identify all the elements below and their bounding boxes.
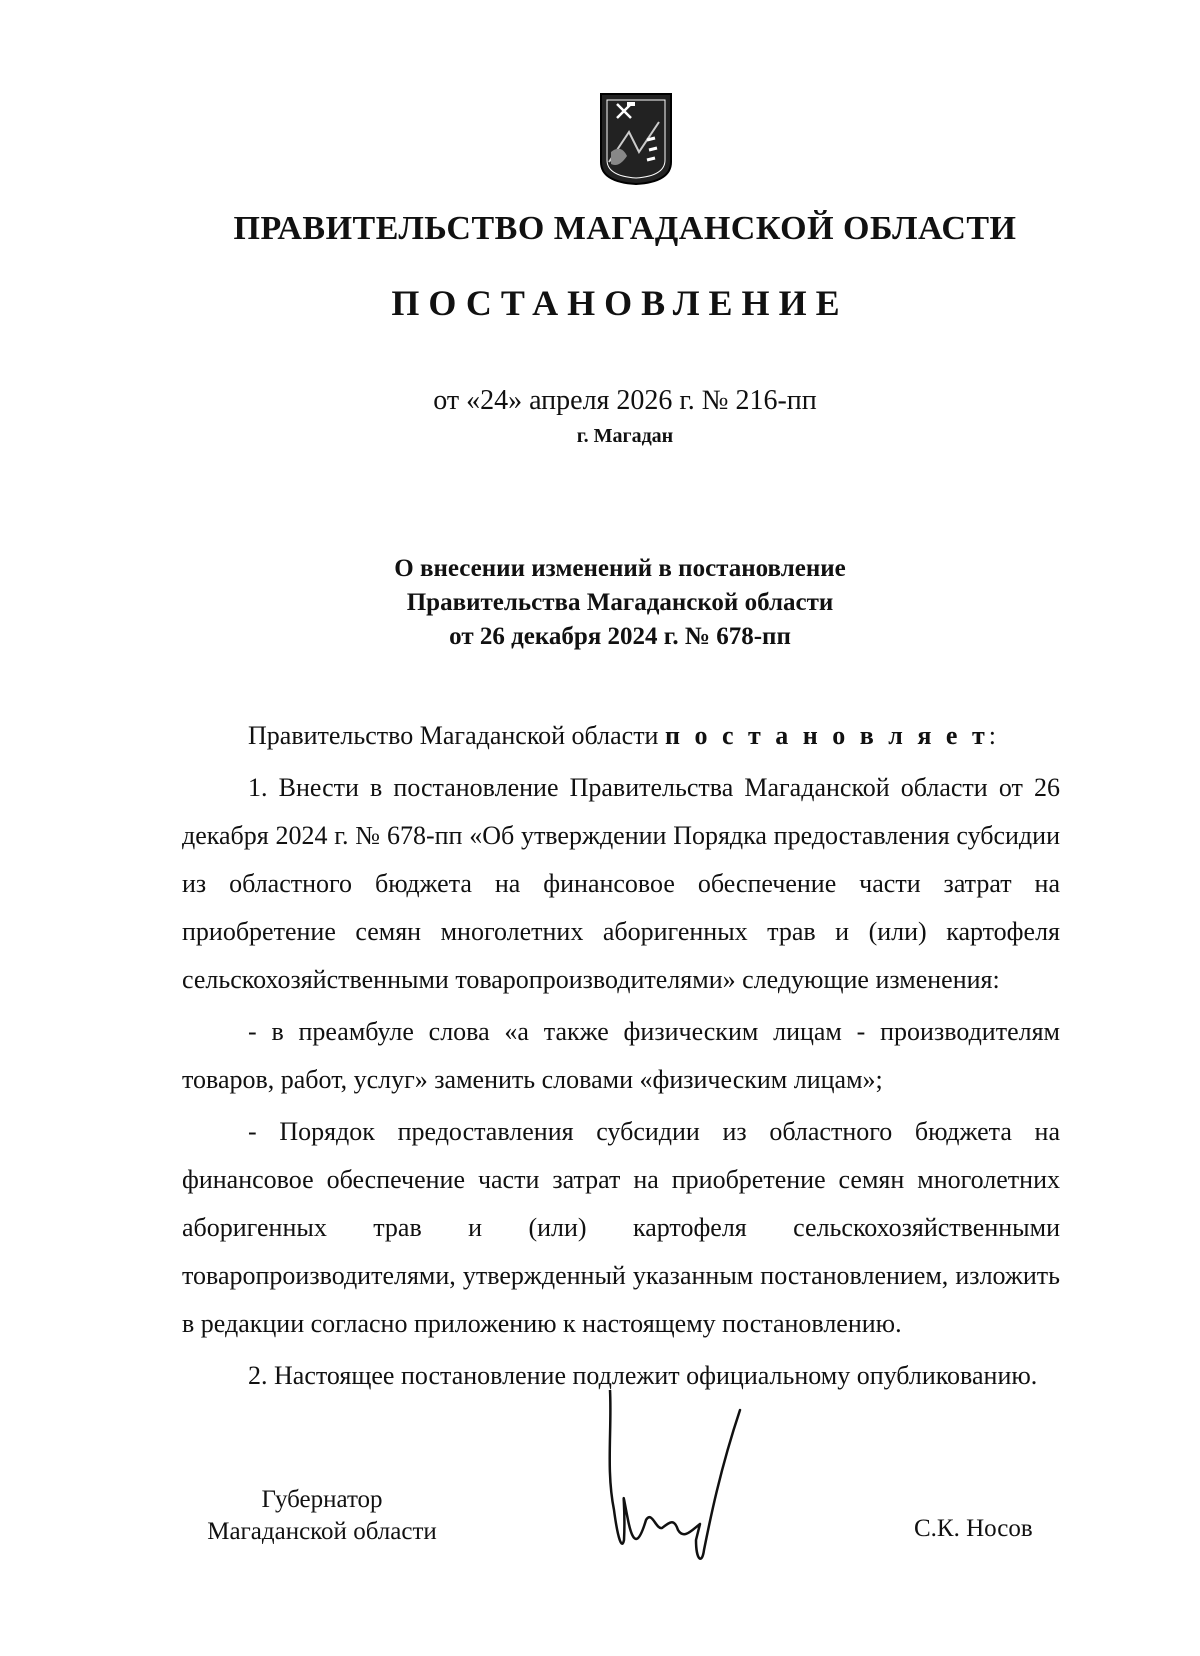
signatory-position [182,1484,462,1548]
document-subject [0,552,1200,654]
government-title: ПРАВИТЕЛЬСТВО МАГАДАНСКОЙ ОБЛАСТИ [233,210,1017,247]
subject-line: О внесении изменений в постановление [394,555,846,582]
intro-prefix: Правительство Магаданской области [248,721,659,750]
document-city: г. Магадан [576,425,674,447]
intro-suffix: : [988,721,996,750]
signatory-name: С.К. Носов [914,1515,1033,1542]
position-line: Губернатор [261,1486,383,1513]
body-paragraph-2: - в преамбуле слова «а также физическим лицам - производителям товаров, работ, услуг» заменить словами «физическим лицам»; [182,1017,1060,1094]
body-paragraph-4: 2. Настоящее постановление подлежит официальному опубликованию. [248,1361,1038,1390]
coat-of-arms-icon [599,92,673,186]
subject-line: Правительства Магаданской области [406,589,834,616]
document-body [182,712,1060,1404]
handwritten-signature-icon [600,1390,800,1570]
body-paragraph-3: - Порядок предоставления субсидии из областного бюджета на финансовое обеспечение части затрат на приобретение семян многолетних аборигенных трав и (или) картофеля сельскохозяйственными товаропроизводителями, утвержденный указанным постановлением, изложить в редакции согласно приложению к настоящему постановлению. [182,1117,1060,1338]
position-line: Магаданской области [207,1518,437,1545]
body-intro [182,712,1060,760]
subject-line: от 26 декабря 2024 г. № 678-пп [449,623,791,650]
document-type: ПОСТАНОВЛЕНИЕ [391,283,849,323]
document-date-number: от «24» апреля 2026 г. № 216-пп [433,385,817,416]
body-paragraph-1: 1. Внести в постановление Правительства Магаданской области от 26 декабря 2024 г. № 678-пп «Об утверждении Порядка предоставления субсидии из областного бюджета на финансовое обеспечение части затрат на приобретение семян многолетних аборигенных трав и (или) картофеля сельскохозяйственными товаропроизводителями» следующие изменения: [182,773,1060,994]
intro-decree-word: п о с т а н о в л я е т [664,721,989,750]
